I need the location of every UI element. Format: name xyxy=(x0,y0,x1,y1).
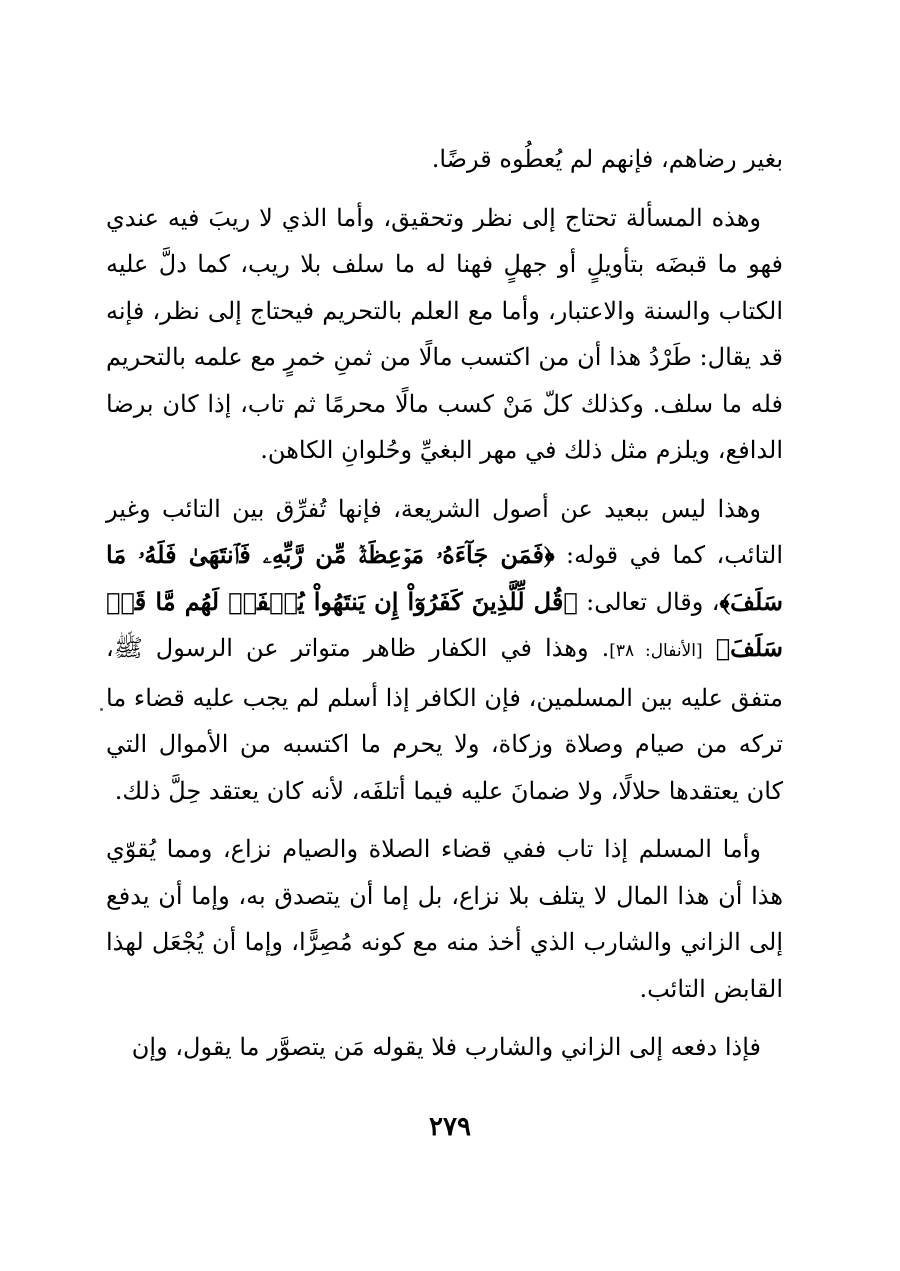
paragraph-3-mid: ، وقال تعالى: xyxy=(586,587,720,616)
body-text xyxy=(106,136,783,1083)
paragraph-5 xyxy=(106,1024,783,1071)
margin-speck xyxy=(100,708,103,711)
page-number: ٢٧٩ xyxy=(429,1112,471,1142)
paragraph-3-lead: وهذا ليس ببعيد عن أصول الشريعة، فإنها تُفرِّق بين التائب وغير التائب، كما في قوله: xyxy=(106,494,783,569)
paragraph-1: بغير رضاهم، فإنهم لم يُعطُوه قرضًا. xyxy=(431,145,783,173)
paragraph-3 xyxy=(106,486,783,815)
paragraph-4 xyxy=(106,826,783,1012)
quran-verse-2: ﴿قُل لِّلَّذِينَ كَفَرُوٓاْ إِن يَنتَهُواْ يُغۡفَرۡ لَهُم مَّا قَدۡ سَلَفَ﴾ xyxy=(106,586,783,662)
verse-citation: [الأنفال: ٣٨] xyxy=(609,641,703,661)
paragraph-2 xyxy=(106,195,783,474)
paragraph-5-text: فإذا دفعه إلى الزاني والشارب فلا يقوله مَن يتصوَّر ما يقول، وإن xyxy=(131,1033,761,1061)
paragraph-4-text: وأما المسلم إذا تاب ففي قضاء الصلاة والصيام نزاع، ومما يُقوّي هذا أن هذا المال لا يتلف بلا نزاع، بل إما أن يتصدق به، وإما أن يدفع إلى الزاني والشارب الذي أخذ منه مع كونه مُصِرًّا، وإما أن يُجْعَل لهذا القابض التائب. xyxy=(106,835,783,1003)
quran-verse-1: ﴿فَمَن جَآءَهُۥ مَوۡعِظَةٞ مِّن رَّبِّهِۦ فَٱنتَهَىٰ فَلَهُۥ مَا سَلَفَ﴾ xyxy=(106,540,783,616)
paragraph-2-text: وهذه المسألة تحتاج إلى نظر وتحقيق، وأما الذي لا ريبَ فيه عندي فهو ما قبضَه بتأويلٍ أو جهلٍ فهنا له ما سلف بلا ريب، كما دلَّ عليه الكتاب والسنة والاعتبار، وأما مع العلم بالتحريم فيحتاج إلى نظر، فإنه قد يقال: طَرْدُ هذا أن من اكتسب مالًا من ثمنِ خمرٍ مع علمه بالتحريم فله ما سلف. وكذلك كلّ مَنْ كسب مالًا محرمًا ثم تاب، إذا كان برضا الدافع، ويلزم مثل ذلك في مهر البغيِّ وحُلوانِ الكاهن. xyxy=(106,203,784,464)
paragraph-3-tail: . وهذا في الكفار ظاهر متواتر عن الرسول ﷺ، متفق عليه بين المسلمين، فإن الكافر إذا أسلم لم يجب عليه قضاء ما تركه من صيام وصلاة وزكاة، ولا يحرم ما اكتسبه من الأموال التي كان يعتقدها حلالًا، ولا ضمانَ عليه فيما أتلفَه، لأنه كان يعتقد حِلَّ ذلك. xyxy=(106,634,783,805)
